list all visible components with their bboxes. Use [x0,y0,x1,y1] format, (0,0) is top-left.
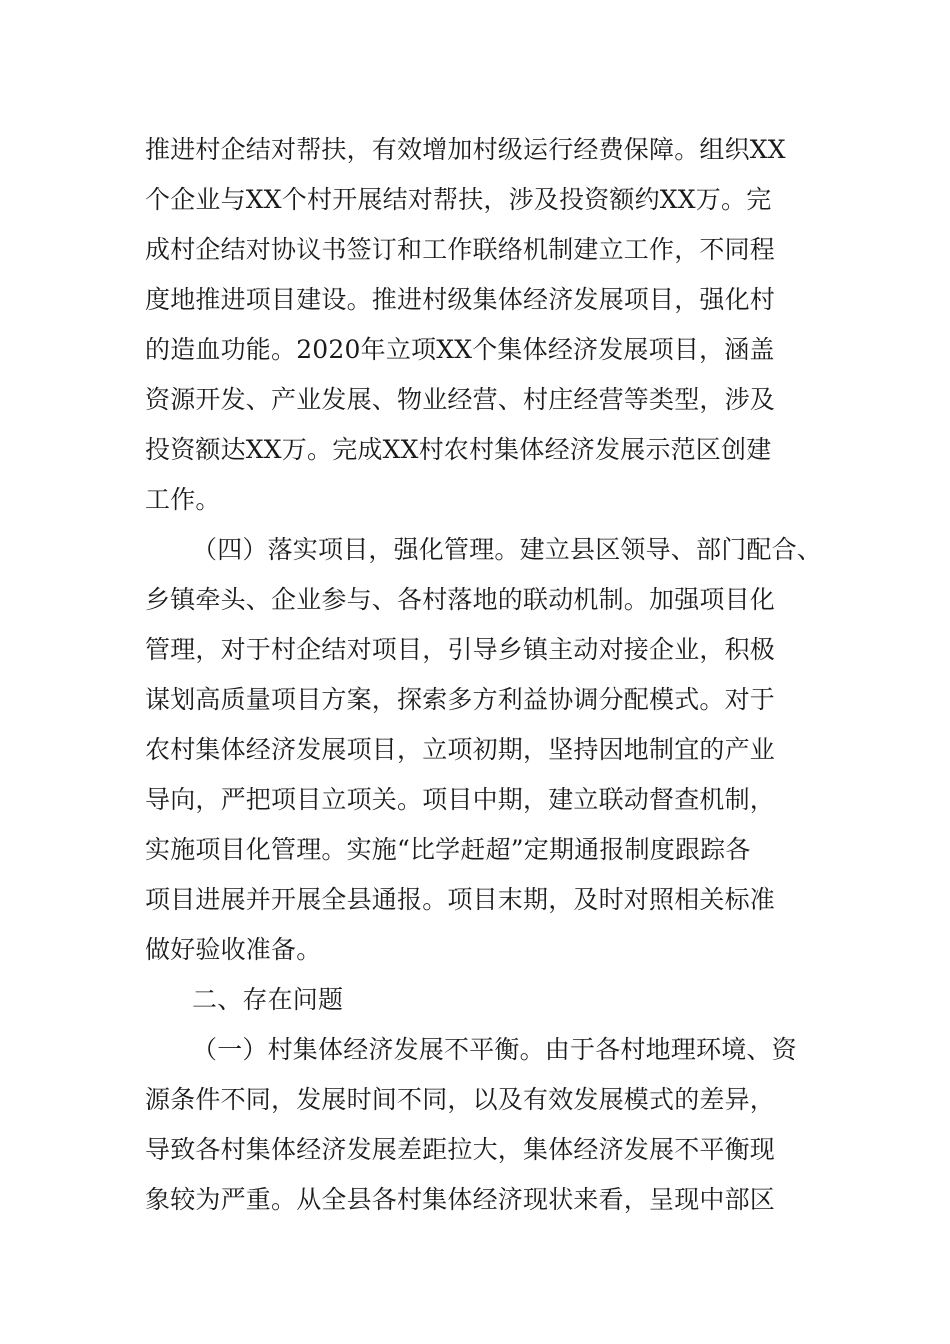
body-text-line: 乡镇牵头、企业参与、各村落地的联动机制。加强项目化 [145,585,776,614]
section-heading-problems: 二、存在问题 [192,985,344,1014]
body-text-line: 实施项目化管理。实施“比学赶超”定期通报制度跟踪各 [145,835,751,864]
body-text-line: 工作。 [145,485,221,514]
body-text-line: 项目进展并开展全县通报。项目末期，及时对照相关标准 [145,885,776,914]
body-text-line: 资源开发、产业发展、物业经营、村庄经营等类型，涉及 [145,385,776,414]
body-text-line: 度地推进项目建设。推进村级集体经济发展项目，强化村 [145,285,776,314]
body-text-line: 做好验收准备。 [145,935,322,964]
body-text-line: 农村集体经济发展项目，立项初期，坚持因地制宜的产业 [145,735,776,764]
body-text-line: 推进村企结对帮扶，有效增加村级运行经费保障。组织XX [145,135,786,164]
body-text-line: 象较为严重。从全县各村集体经济现状来看，呈现中部区 [145,1185,776,1214]
body-text-line: 个企业与XX个村开展结对帮扶，涉及投资额约XX万。完 [145,185,772,214]
subsection-one-heading-line: （一）村集体经济发展不平衡。由于各村地理环境、资 [192,1035,797,1064]
body-text-line: 管理，对于村企结对项目，引导乡镇主动对接企业，积极 [145,635,776,664]
body-text-line: 成村企结对协议书签订和工作联络机制建立工作，不同程 [145,235,776,264]
body-text-line: 导向，严把项目立项关。项目中期，建立联动督查机制， [145,785,776,814]
body-text-line: 导致各村集体经济发展差距拉大，集体经济发展不平衡现 [145,1135,776,1164]
body-text-line: 投资额达XX万。完成XX村农村集体经济发展示范区创建 [145,435,772,464]
body-text-line: 的造血功能。2020年立项XX个集体经济发展项目，涵盖 [145,335,775,364]
body-text-line: 源条件不同，发展时间不同，以及有效发展模式的差异， [145,1085,776,1114]
body-text-line: 谋划高质量项目方案，探索多方利益协调分配模式。对于 [145,685,776,714]
section-four-heading-line: （四）落实项目，强化管理。建立县区领导、部门配合、 [192,535,823,564]
